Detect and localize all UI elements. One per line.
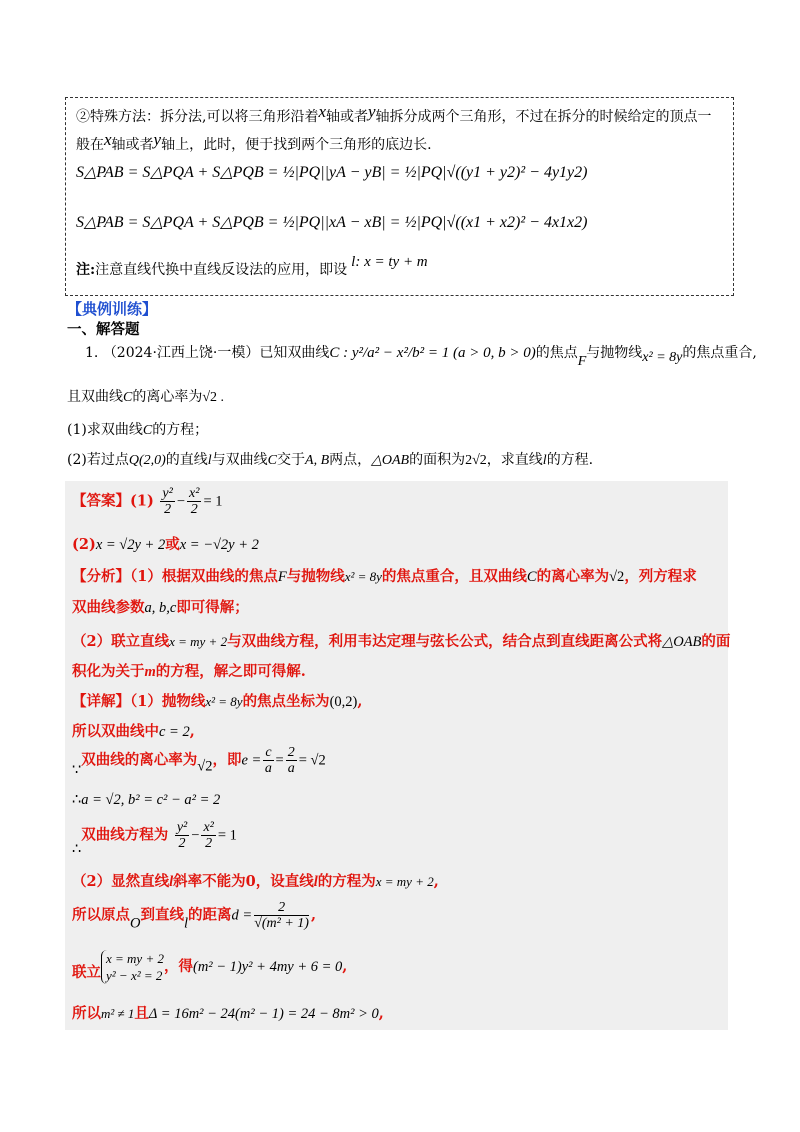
analysis-text: ，列方程求 <box>624 568 697 585</box>
method-text: 轴或者 <box>111 137 154 153</box>
var-y: y <box>153 130 162 149</box>
line-eq: x = my + 2 <box>375 874 434 889</box>
triangle-OAB: △OAB <box>662 634 702 650</box>
frac-x2-2 <box>187 486 201 517</box>
detail-line-2 <box>72 720 195 741</box>
answer-eq-2: x = −√2y + 2 <box>179 537 259 553</box>
var-x: x <box>318 102 326 121</box>
detail-line-1 <box>72 690 362 711</box>
detail-line-5: ∴双曲线方程为 $\frac{\text{y²}}{2}$ − $\frac{\text{x²}}{2}$ = 1 <box>72 820 237 858</box>
system-eq-2: y² − x² = 2 <box>106 968 163 983</box>
frac-y2-2 <box>160 486 174 517</box>
discriminant-eq: Δ = 16m² − 24(m² − 1) = 24 − 8m² > 0 <box>148 1006 379 1022</box>
detail-text: 的距离 <box>188 906 232 924</box>
var-F: F <box>277 569 287 585</box>
therefore-symbol: ∴ <box>72 841 82 858</box>
analysis-text: 双曲线参数 <box>72 599 145 616</box>
problem-text: ，求直线 <box>486 452 543 468</box>
var-F: F <box>577 354 587 369</box>
answer-eq-1: x = √2y + 2 <box>95 537 166 553</box>
formula-1: S△PAB = S△PQA + S△PQB = ½|PQ||yA − yB| = ½|PQ|√((y1 + y2)² − 4y1y2) <box>76 164 588 181</box>
points-AB: A, B <box>305 453 330 468</box>
detail-line-4 <box>72 792 220 809</box>
answer-prefix: (1) <box>130 492 154 510</box>
answer-line-1: 【答案】(1) $\frac{\text{y²}}{2}$ − $\frac{\text{x²}}{2}$ = 1 <box>72 486 223 517</box>
analysis-text: 与双曲线方程，利用韦达定理与弦长公式，结合点到直线距离公式将 <box>227 633 663 650</box>
detail-line-6 <box>72 870 439 891</box>
origin-O: O <box>130 915 141 932</box>
problem-text: 的直线 <box>165 452 208 468</box>
problem-line-1 <box>85 342 757 370</box>
method-text: ②特殊方法：拆分法,可以将三角形沿着 <box>76 109 319 125</box>
var-l: l <box>207 453 212 468</box>
because-symbol: ∵ <box>72 762 82 779</box>
frac-num: y² <box>176 820 188 835</box>
analysis-text: 与抛物线 <box>286 568 345 585</box>
example-heading: 【典例训练】 <box>67 300 158 318</box>
answer-line-2 <box>72 533 259 554</box>
note-label: 注: <box>76 262 96 278</box>
eq-left: d = <box>231 907 253 924</box>
part-2 <box>67 449 593 469</box>
section-heading: 一、解答题 <box>67 321 140 338</box>
analysis-line-1 <box>72 565 697 586</box>
detail-text: 所以双曲线中 <box>72 723 159 740</box>
detail-text: （1）抛物线 <box>130 693 206 710</box>
detail-text: ，得 <box>163 958 193 975</box>
eccentricity-value: √2 . <box>202 390 225 405</box>
detail-text: , <box>310 906 317 924</box>
quadratic-eq: (m² − 1)y² + 4my + 6 = 0 <box>192 959 343 975</box>
eccentricity-value: √2 <box>197 758 213 775</box>
frac-den: 2 <box>205 836 213 851</box>
parabola-eq: x² = 8y <box>642 350 683 365</box>
method-text: 轴上，此时，便于找到两个三角形的底边长. <box>161 137 432 153</box>
analysis-text: 的焦点重合，且双曲线 <box>381 568 527 585</box>
therefore-symbol: ∴ <box>72 792 82 808</box>
problem-text: 交于 <box>277 452 306 468</box>
problem-source: （2024·江西上饶·一模）已知双曲线 <box>102 345 330 361</box>
frac-den: 2 <box>190 502 198 517</box>
line-eq: x = my + 2 <box>169 634 228 649</box>
a-b-values: a = √2, b² = c² − a² = 2 <box>81 792 221 808</box>
method-text: 轴拆分成两个三角形，不过在拆分的时候给定的顶点一 <box>375 109 712 125</box>
detail-text: （2）显然直线 <box>72 873 170 890</box>
analysis-line-2 <box>72 596 249 617</box>
frac-x2-2 <box>201 820 215 851</box>
detail-text: 所以 <box>72 1005 101 1022</box>
var-C: C <box>526 569 537 585</box>
detail-text: , <box>342 958 348 975</box>
detail-text: 的焦点坐标为 <box>242 693 330 710</box>
problem-text: 的方程. <box>546 452 594 468</box>
detail-text: 且 <box>134 1005 149 1022</box>
analysis-line-4 <box>72 660 306 681</box>
parabola-eq: x² = 8y <box>205 694 243 709</box>
eq-left: e = <box>241 752 262 769</box>
problem-text: 的离心率为 <box>132 389 203 405</box>
frac-2-a <box>286 745 297 776</box>
problem-line-2 <box>67 386 224 406</box>
var-m: m <box>144 664 156 680</box>
detail-text: , <box>378 1005 384 1022</box>
frac-distance <box>254 900 309 931</box>
detail-label: 【详解】 <box>72 693 130 710</box>
frac-c-a <box>263 745 273 776</box>
eq-right: = 1 <box>203 493 223 510</box>
frac-y2-2 <box>175 820 189 851</box>
frac-den: a <box>264 761 272 776</box>
area-value: 2√2 <box>465 453 487 468</box>
var-l: l <box>313 874 318 890</box>
c-value: c = 2 <box>159 724 190 740</box>
problem-curve: C : y²/a² − x²/b² = 1 (a > 0, b > 0) <box>329 345 536 361</box>
frac-num: c <box>265 745 272 760</box>
analysis-text: （1）根据双曲线的焦点 <box>130 568 278 585</box>
part-1 <box>67 419 208 439</box>
problem-text: 与抛物线 <box>586 345 643 361</box>
var-y: y <box>368 102 376 121</box>
system-eq-1: x = my + 2 <box>106 951 164 966</box>
parabola-eq: x² = 8y <box>344 569 382 584</box>
problem-text: 的方程； <box>152 422 209 438</box>
detail-line-3: ∵双曲线的离心率为√2，即e = $\frac{c}{a}$ = $\frac{2}{a}$ = √2 <box>72 745 326 779</box>
equation-system <box>101 950 164 984</box>
problem-text: 两点， <box>329 452 372 468</box>
frac-den: 2 <box>164 502 172 517</box>
note-line <box>76 254 428 279</box>
analysis-text: 积化为关于 <box>72 663 145 680</box>
detail-text: 联立 <box>72 964 101 981</box>
analysis-text: 的离心率为 <box>536 568 610 585</box>
detail-text: 的方程为 <box>317 873 376 890</box>
detail-text: 斜率不能为0，设直线 <box>173 873 314 890</box>
problem-text: 且双曲线 <box>67 389 123 405</box>
problem-text: (1)求双曲线 <box>67 422 143 438</box>
problem-text: 的焦点重合, <box>682 345 757 361</box>
var-l: l <box>542 453 547 468</box>
analysis-text: 的面 <box>701 633 731 650</box>
analysis-label: 【分析】 <box>72 568 130 585</box>
note-formula: l: x = ty + m <box>351 254 428 270</box>
var-C: C <box>123 390 133 405</box>
analysis-text: （2）联立直线 <box>72 633 170 650</box>
frac-num: 2 <box>254 900 309 916</box>
var-C: C <box>142 423 153 438</box>
formula-2: S△PAB = S△PQA + S△PQB = ½|PQ||xA − xB| = ½|PQ|√((x1 + x2)² − 4x1x2) <box>76 214 588 231</box>
var-l: l <box>169 874 174 890</box>
method-text: 轴或者 <box>326 109 368 125</box>
problem-text: 的面积为 <box>409 452 466 468</box>
eq-right: = 1 <box>217 827 237 844</box>
detail-line-8 <box>72 950 347 984</box>
focus-point: (0,2) <box>329 694 358 710</box>
problem-text: 与双曲线 <box>211 452 268 468</box>
m-condition: m² ≠ 1 <box>101 1006 135 1021</box>
note-text: 注意直线代换中直线反设法的应用，即设 <box>95 262 348 278</box>
frac-num: y² <box>162 486 173 501</box>
detail-text: 所以原点 <box>72 906 130 924</box>
answer-prefix: (2) <box>72 536 96 553</box>
eccentricity-value: √2 <box>609 569 625 585</box>
var-C: C <box>267 453 278 468</box>
detail-text: 双曲线方程为 <box>81 826 169 844</box>
method-line-1 <box>76 102 712 126</box>
problem-text: (2)若过点 <box>67 452 129 468</box>
detail-text: 双曲线的离心率为 <box>81 751 198 769</box>
analysis-line-3 <box>72 630 730 651</box>
frac-num: x² <box>203 820 214 835</box>
method-line-2 <box>76 130 432 154</box>
detail-text: ，即 <box>212 751 242 769</box>
detail-text: , <box>189 723 195 740</box>
detail-text: , <box>357 693 363 710</box>
var-l: l <box>183 915 189 932</box>
param-vars: a, b,c <box>144 600 177 616</box>
frac-den: 2 <box>178 836 186 851</box>
detail-text: , <box>433 873 439 890</box>
analysis-text: 即可得解； <box>176 599 249 616</box>
problem-text: 的焦点 <box>535 345 578 361</box>
problem-number: 1. <box>85 345 99 361</box>
answer-or: 或 <box>165 536 180 553</box>
detail-text: 到直线 <box>140 906 184 924</box>
eq-right: = √2 <box>298 752 326 769</box>
frac-den: √(m² + 1) <box>254 916 309 931</box>
frac-num: x² <box>189 486 200 501</box>
answer-label: 【答案】 <box>72 492 130 510</box>
detail-line-7 <box>72 900 316 933</box>
analysis-text: 的方程，解之即可得解. <box>155 663 306 680</box>
triangle-OAB: △OAB <box>371 453 410 468</box>
detail-line-9 <box>72 1002 384 1023</box>
frac-den: a <box>287 761 295 776</box>
method-text: 般在 <box>76 137 104 153</box>
point-Q: Q(2,0) <box>128 453 166 468</box>
var-x: x <box>104 130 112 149</box>
frac-num: 2 <box>287 745 295 760</box>
